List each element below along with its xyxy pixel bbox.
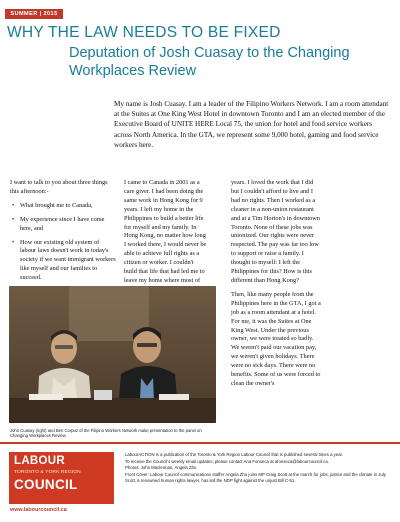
footer-divider bbox=[0, 442, 400, 444]
issue-tag: SUMMER | 2015 bbox=[5, 9, 63, 19]
topics-list bbox=[10, 202, 116, 283]
intro-paragraph: My name is Josh Cuasay. I am a leader of the Filipino Workers Network. I am a room attendant at the Suites at One King West Hotel in downtown Toronto and I am an elected member of the Executive Board of UNITE HERE Local 75, the union for hotel and food service workers across North America. In the GTA, we represent some 9,000 hotel, gaming and food service workers here. bbox=[114, 100, 389, 149]
paragraph: years. I loved the work that I did but I couldn't afford to live and I had no rights. Then I worked as a cleaner in a non-union restaurant and at a Tim Horton's in downtown Toronto. None of these jobs was unionized. Our rights were never respected. The pay was far too low to support or raise a family. I thought to myself: I left the Philippines for this? How is this different than Hong Kong? bbox=[231, 179, 320, 284]
column-3 bbox=[231, 179, 321, 394]
column-1 bbox=[10, 179, 116, 288]
footer-line: To receive the Council's weekly email updates, please contact Ana Fonseca at afonseca@labourcouncil.ca. bbox=[125, 458, 329, 464]
logo-line-2: TORONTO & YORK REGION bbox=[14, 470, 81, 475]
footer-line: Photos: John Maclennan, Angela Zhu bbox=[125, 465, 197, 471]
photo-caption: John Cuasay (right) and Ben Corpuz of the Filipino Workers Network make presentation to the panel on Changing Workplaces Review. bbox=[10, 428, 202, 439]
list-item: • How our existing old system of labour laws doesn't work in today's society if we want immigrant workers like myself and our families to succeed. bbox=[10, 239, 116, 284]
paragraph: I came to Canada in 2001 as a care giver. I had been doing the same work in Hong Kong for 9 years. I left my home in the Philippines to build a better life for myself and my family. In Hong Kong, no matter how long I worked there, I would never be able to achieve full rights as a citizen or worker. I couldn't build that life that had led me to leave my home where most of bbox=[124, 179, 207, 284]
labour-council-logo bbox=[9, 452, 114, 504]
article-subtitle: Deputation of Josh Cuasay to the Changing Workplaces Review bbox=[69, 45, 350, 79]
list-item: • What brought me to Canada, bbox=[10, 202, 116, 211]
footer-line: LabourACTION is a publication of the Toronto & York Region Labour Council that is published several times a year. bbox=[125, 452, 343, 457]
column-1-lead: I want to talk to you about three things this afternoon:- bbox=[10, 179, 108, 195]
paragraph: Then, like many people from the Philippines here in the GTA, I got a job as a room attendant at a hotel. For me, it was the Suites at One King West. Under the previous owner, we were treated so badly. We weren't paid our vacation pay, we weren't given holidays. There were no sick days. There were no benefits. Some of us were forced to clean the owner's bbox=[231, 290, 321, 387]
list-item: • My experience since I have come here, and bbox=[10, 216, 116, 234]
logo-line-3: COUNCIL bbox=[14, 477, 78, 492]
meeting-photo bbox=[9, 286, 216, 423]
website-link[interactable]: www.labourcouncil.ca bbox=[10, 507, 67, 513]
meeting-photo-illustration bbox=[9, 286, 216, 423]
publication-info bbox=[125, 452, 393, 484]
logo-line-1: LABOUR bbox=[14, 455, 65, 467]
article-title: WHY THE LAW NEEDS TO BE FIXED bbox=[7, 24, 281, 41]
footer-line: Front Cover: Labour Council communications staffer Angela Zhu joins MP Craig Scott at the march for jobs, justice and the climate in July. Scott, a renowned human rights lawyer, has led the NDP fight against the unjust Bill C-51. bbox=[125, 471, 387, 483]
